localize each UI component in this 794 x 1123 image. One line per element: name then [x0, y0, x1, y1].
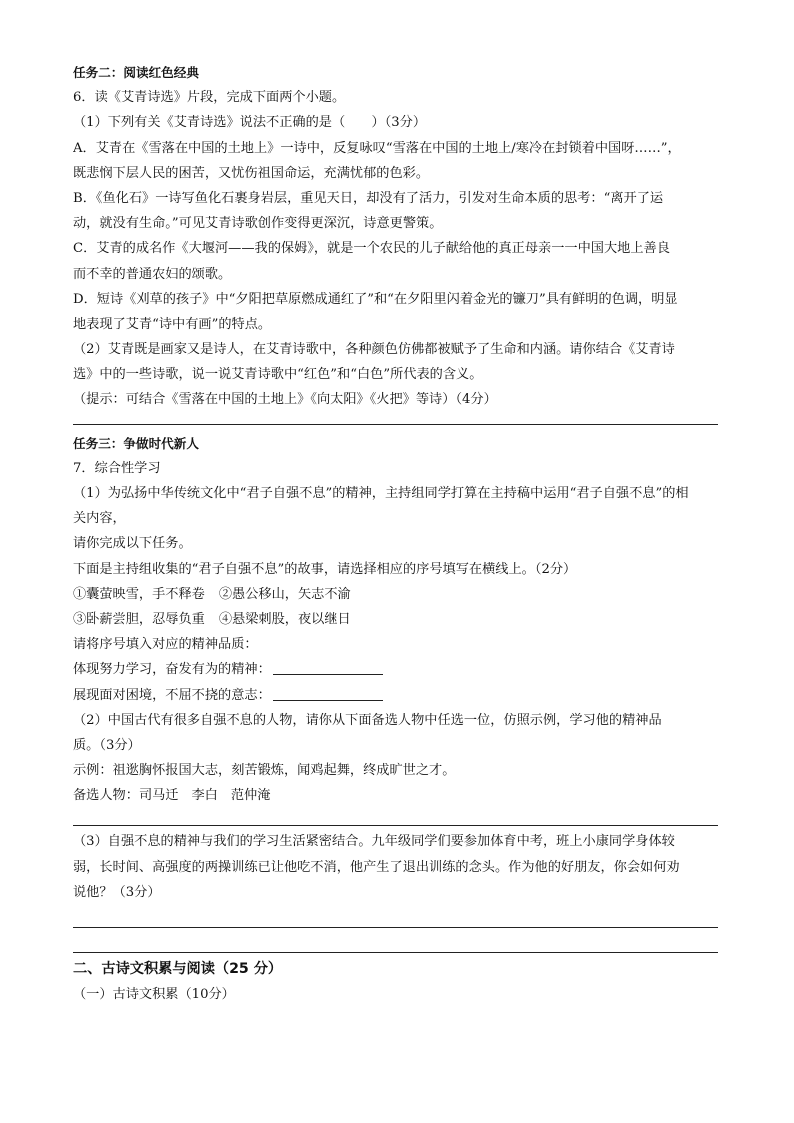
q7-1-line3: 请你完成以下任务。: [73, 536, 192, 552]
fill-row-2: [73, 683, 718, 708]
q7-3-line2: 弱，长时间、高强度的两操训练已让他吃不消，他产生了退出训练的念头。作为他的好朋友，你会如何劝: [73, 859, 680, 875]
story-row-1: [73, 582, 718, 607]
candidates-row: [73, 783, 718, 808]
candidate-3: 范仲淹: [230, 788, 271, 804]
option-d-line2: 地表现了艾青“诗中有画”的特点。: [73, 316, 272, 332]
q7-2-line1: （2）中国古代有很多自强不息的人物，请你从下面备选人物中任选一位，仿照示例，学习他的精神品: [73, 712, 662, 728]
story-3: ③卧薪尝胆，忍辱负重: [73, 611, 205, 627]
story-2: ②愚公移山，矢志不渝: [218, 586, 351, 602]
q6-2-line1: （2）艾青既是画家又是诗人，在艾青诗歌中，各种颜色仿佛都被赋予了生命和内涵。请你结合《艾青诗: [73, 342, 675, 358]
candidate-2: 李白: [191, 788, 218, 804]
story-1: ①囊萤映雪，手不释卷: [73, 586, 205, 602]
q6-2-line2: 选》中的一些诗歌，说一说艾青诗歌中“红色”和“白色”所代表的含义。: [73, 367, 483, 383]
q7-1-line1: （1）为弘扬中华传统文化中“君子自强不息”的精神，主持组同学打算在主持稿中运用“君子自强不息”的相: [73, 486, 689, 501]
q7-2-line2: 质。（3分）: [73, 737, 141, 753]
fill-2-label: 展现面对困境，不屈不挠的意志：: [73, 687, 271, 703]
task3-heading: 任务三：争做时代新人: [73, 435, 199, 451]
story-row-2: [73, 607, 718, 632]
option-a-line1: A．艾青在《雪落在中国的土地上》一诗中，反复咏叹“雪落在中国的土地上/寒冷在封锁着中国呀……”，: [73, 140, 681, 156]
option-b-line1: B．《鱼化石》一诗写鱼化石裹身岩层，重见天日，却没有了活力，引发对生命本质的思考：“离开了运: [73, 190, 664, 206]
fill-2-blank[interactable]: [273, 686, 383, 701]
q6-2-hint: （提示：可结合《雪落在中国的土地上》《向太阳》《火把》等诗）（4分）: [73, 392, 497, 408]
fill-1-label: 体现努力学习，奋发有为的精神：: [73, 662, 271, 678]
fill-1-blank[interactable]: [273, 660, 383, 675]
candidate-1: 司马迁: [138, 788, 179, 804]
option-b-line2: 动，就没有生命。”可见艾青诗歌创作变得更深沉，诗意更警策。: [73, 216, 443, 232]
section2-heading: 二、古诗文积累与阅读（25 分）: [73, 961, 283, 977]
option-c-line1: C．艾青的成名作《大堰河——我的保姆》，就是一个农民的儿子献给他的真正母亲一一中国大地上善良: [73, 241, 670, 257]
section2-subheading: （一）古诗文积累（10分）: [73, 987, 235, 1003]
fill-prompt: 请将序号填入对应的精神品质：: [73, 637, 258, 653]
story-4: ④悬梁刺股，夜以继日: [218, 611, 351, 627]
option-a-line2: 既悲悯下层人民的困苦，又忧伤祖国命运，充满忧郁的色彩。: [73, 165, 430, 181]
q7-1-line4: 下面是主持组收集的“君子自强不息”的故事，请选择相应的序号填写在横线上。（2分）: [73, 561, 577, 577]
q7-1-line2: 关内容，: [73, 511, 126, 527]
fill-row-1: [73, 657, 718, 682]
example-line: 示例：祖逖胸怀报国大志，刻苦锻炼，闻鸡起舞，终成旷世之才。: [73, 763, 456, 779]
q6-1-question: （1）下列有关《艾青诗选》说法不正确的是（ ）（3分）: [73, 115, 427, 131]
option-c-line2: 而不幸的普通农妇的颂歌。: [73, 266, 232, 282]
q7-intro: 7．综合性学习: [73, 460, 161, 476]
option-d-line1: D．短诗《刈草的孩子》中“夕阳把草原燃成通红了”和“在夕阳里闪着金光的镰刀”具有鲜明的色调，明显: [73, 291, 678, 307]
exam-page: [73, 60, 718, 1007]
q7-3-line3: 说他？（3分）: [73, 884, 161, 900]
q7-3-line1: （3）自强不息的精神与我们的学习生活紧密结合。九年级同学们要参加体育中考，班上小康同学身体较: [73, 834, 675, 850]
task2-heading: 任务二：阅读红色经典: [73, 65, 199, 80]
candidates-label: 备选人物：: [73, 788, 139, 804]
q6-intro: 6．读《艾青诗选》片段，完成下面两个小题。: [73, 90, 346, 106]
